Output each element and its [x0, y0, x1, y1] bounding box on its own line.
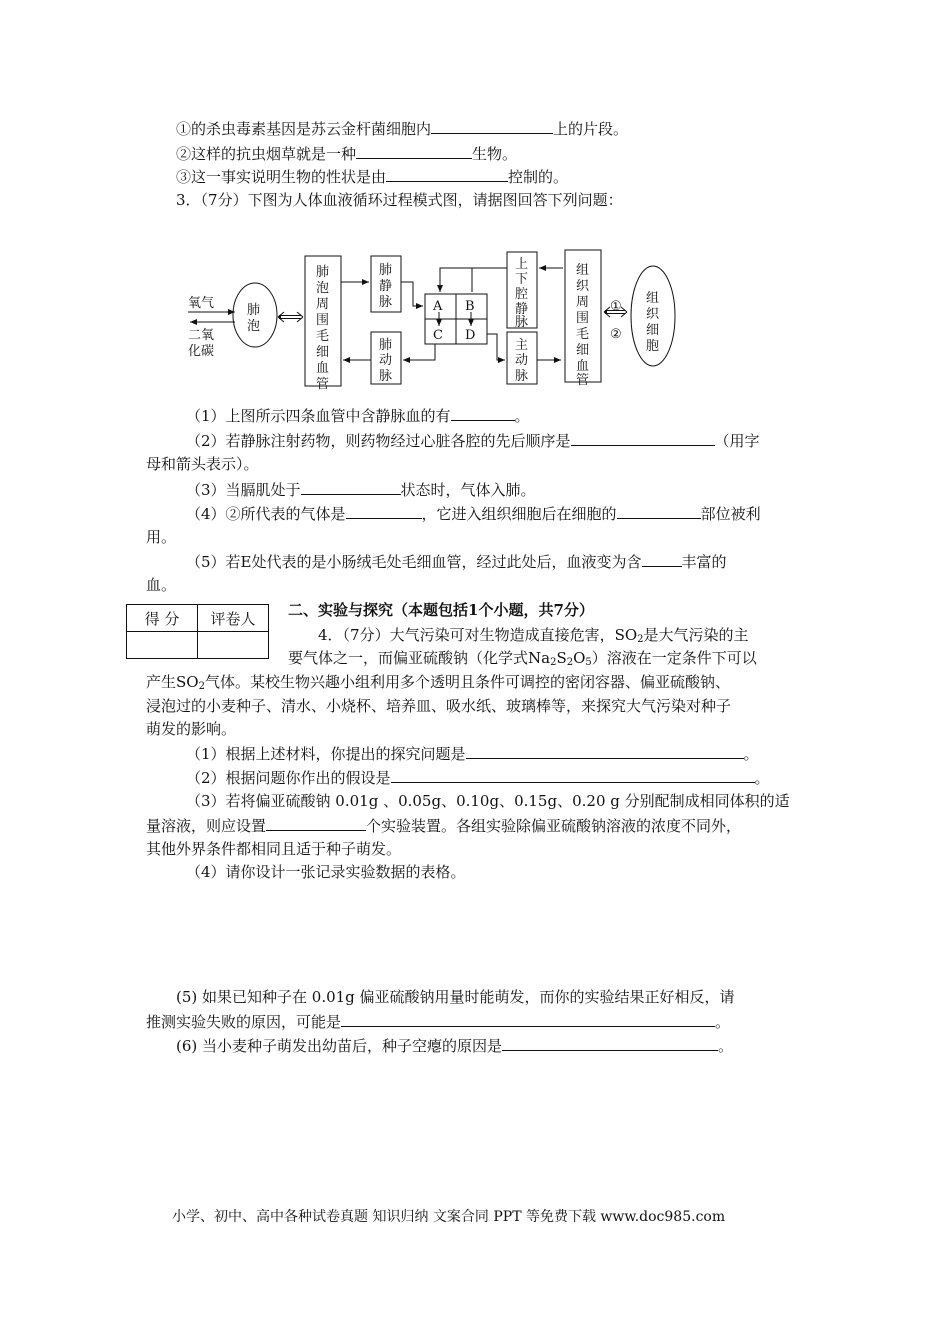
heart-b: B — [465, 299, 475, 314]
svg-text:细: 细 — [646, 323, 660, 338]
answer-blank[interactable] — [356, 143, 472, 159]
answer-blank[interactable] — [642, 551, 682, 567]
svg-text:管: 管 — [316, 377, 330, 392]
svg-text:周: 周 — [576, 295, 590, 310]
blood-circulation-diagram — [185, 242, 800, 392]
q3-intro: 3．（7分）下图为人体血液循环过程模式图，请据图回答下列问题： — [176, 191, 623, 209]
q3-5-cont: 血。 — [146, 576, 177, 594]
q4-4: （4）请你设计一张记录实验数据的表格。 — [186, 863, 466, 881]
q4-5: (5) 如果已知种子在 0.01g 偏亚硫酸钠用量时能萌发，而你的实验结果正好相反，请 — [176, 988, 735, 1006]
svg-text:静: 静 — [515, 302, 529, 317]
q4-3: （3）若将偏亚硫酸钠 0.01g 、0.05g、0.10g、0.15g、0.20 g 分别配制成相同体积的适 — [186, 792, 790, 810]
q3-4-cont: 用。 — [146, 528, 177, 546]
q4-3-cont2: 其他外界条件都相同且适于种子萌发。 — [146, 840, 402, 858]
svg-text:血: 血 — [576, 359, 590, 374]
svg-text:肺: 肺 — [316, 265, 330, 280]
svg-text:脉: 脉 — [379, 295, 393, 310]
footer-text: 小学、初中、高中各种试卷真题 知识归纳 文案合同 PPT 等免费下载 www.doc985.com — [172, 1209, 726, 1225]
q4-2: （2）根据问题你作出的假设是 。 — [186, 769, 770, 787]
mark-2: ② — [610, 327, 622, 342]
svg-text:脉: 脉 — [379, 369, 393, 384]
answer-blank[interactable] — [346, 503, 422, 519]
answer-blank[interactable] — [502, 1035, 718, 1051]
heart-c: C — [433, 328, 443, 343]
q3-5: （5）若E处代表的是小肠绒毛处毛细血管，经过此处后，血液变为含 丰富的 — [186, 553, 727, 571]
svg-text:织: 织 — [646, 307, 660, 322]
svg-text:动: 动 — [379, 353, 393, 368]
answer-blank[interactable] — [391, 767, 755, 783]
svg-text:胞: 胞 — [646, 339, 660, 354]
q3-2: （2）若静脉注射药物，则药物经过心脏各腔的先后顺序是 （用字 — [186, 432, 760, 450]
svg-text:细: 细 — [576, 343, 590, 358]
q3-2-cont: 母和箭头表示）。 — [146, 455, 259, 473]
svg-text:毛: 毛 — [316, 329, 330, 344]
q4-para-1: 4．（7分）大气污染可对生物造成直接危害，$SO_2$是大气污染的主 — [318, 626, 749, 645]
answer-blank[interactable] — [617, 503, 701, 519]
q2-item-1: ①的杀虫毒素基因是苏云金杆菌细胞内 上的片段。 — [176, 120, 629, 138]
q3-1: （1）上图所示四条血管中含静脉血的有 。 — [186, 407, 530, 425]
q4-para-5: 萌发的影响。 — [146, 720, 237, 738]
answer-blank[interactable] — [451, 405, 515, 421]
heart-a: A — [433, 299, 443, 314]
q4-para-3: 产生$SO_2$气体。某校生物兴趣小组利用多个透明且条件可调控的密闭容器、偏亚硫酸钠、 — [146, 673, 730, 692]
svg-text:肺: 肺 — [379, 338, 393, 353]
svg-text:组: 组 — [646, 291, 660, 306]
svg-text:脉: 脉 — [515, 369, 529, 384]
alveolar-capillary-label — [316, 264, 329, 392]
q3-4: （4）②所代表的气体是 ，它进入组织细胞后在细胞的 部位被利 — [186, 505, 761, 523]
q2-item-2: ②这样的抗虫烟草就是一种 生物。 — [176, 145, 518, 163]
svg-text:组: 组 — [576, 263, 590, 278]
score-cell[interactable] — [127, 632, 198, 659]
svg-text:脉: 脉 — [515, 315, 529, 330]
answer-blank[interactable] — [266, 815, 366, 831]
oxygen-label: 氧气 — [188, 296, 215, 311]
q4-1: （1）根据上述材料，你提出的探究问题是 。 — [186, 745, 759, 763]
mark-1: ① — [610, 299, 622, 314]
answer-blank[interactable] — [386, 166, 508, 182]
grader-header: 评卷人 — [198, 605, 269, 632]
svg-text:管: 管 — [576, 373, 590, 388]
q4-5-cont: 推测实验失败的原因，可能是 。 — [146, 1013, 731, 1031]
alveolus-label-1: 肺 — [247, 303, 261, 318]
svg-text:主: 主 — [515, 338, 529, 353]
answer-blank[interactable] — [301, 479, 401, 495]
answer-blank[interactable] — [571, 430, 715, 446]
svg-text:动: 动 — [515, 353, 529, 368]
grader-cell[interactable] — [198, 632, 269, 659]
co2-label-2: 化碳 — [188, 344, 215, 359]
score-table — [126, 604, 269, 659]
svg-text:围: 围 — [316, 313, 330, 328]
q4-para-4: 浸泡过的小麦种子、清水、小烧杯、培养皿、吸水纸、玻璃棒等，来探究大气污染对种子 — [146, 697, 732, 715]
svg-text:腔: 腔 — [515, 287, 529, 302]
svg-text:上: 上 — [515, 257, 529, 272]
section-title: 二、实验与探究（本题包括1个小题，共7分） — [288, 601, 594, 619]
svg-text:周: 周 — [316, 297, 330, 312]
svg-text:细: 细 — [316, 345, 330, 360]
q4-3-cont: 量溶液，则应设置 个实验装置。各组实验除偏亚硫酸钠溶液的浓度不同外， — [146, 817, 742, 835]
q2-item-3: ③这一事实说明生物的性状是由 控制的。 — [176, 168, 569, 186]
svg-text:静: 静 — [379, 279, 393, 294]
answer-blank[interactable] — [431, 118, 553, 134]
answer-blank[interactable] — [466, 743, 744, 759]
alveolus-label-2: 泡 — [247, 319, 261, 334]
score-header: 得 分 — [127, 605, 198, 632]
q4-para-2: 要气体之一，而偏亚硫酸钠（化学式$Na_2S_2O_5$）溶液在一定条件下可以 — [288, 649, 757, 668]
svg-text:泡: 泡 — [316, 281, 330, 296]
svg-text:下: 下 — [515, 272, 529, 287]
svg-text:织: 织 — [576, 279, 590, 294]
heart-d: D — [465, 328, 476, 343]
answer-blank[interactable] — [341, 1011, 715, 1027]
svg-text:围: 围 — [576, 311, 590, 326]
svg-text:肺: 肺 — [379, 263, 393, 278]
svg-text:血: 血 — [316, 361, 330, 376]
co2-label-1: 二氧 — [188, 328, 215, 343]
q4-6: (6) 当小麦种子萌发出幼苗后，种子空瘪的原因是 。 — [176, 1037, 734, 1055]
q3-3: （3）当膈肌处于 状态时，气体入肺。 — [186, 481, 536, 499]
svg-text:毛: 毛 — [576, 327, 590, 342]
